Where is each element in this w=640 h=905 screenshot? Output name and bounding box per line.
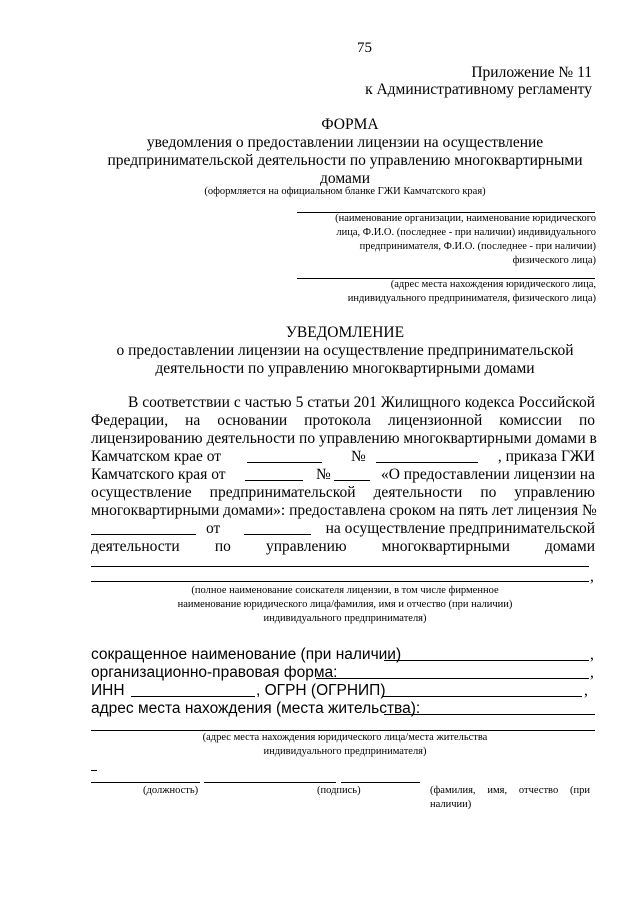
position-caption: (должность): [143, 785, 199, 796]
notice-subtitle-1: о предоставлении лицензии на осуществление предпринимательской: [116, 342, 574, 359]
fio-field[interactable]: [341, 782, 420, 783]
page-number: 75: [357, 40, 372, 56]
body-line-1: В соответствии с частью 5 статьи 201 Жилищного кодекса Российской: [128, 394, 595, 411]
signature-caption: (подпись): [317, 785, 361, 796]
address-field-1[interactable]: [384, 714, 595, 715]
applicant-caption-2: наименование юридического лица/фамилия, имя и отчество (при наличии): [177, 599, 513, 610]
appendix-number: Приложение № 11: [471, 64, 592, 81]
notice-title: УВЕДОМЛЕНИЕ: [285, 324, 405, 341]
address-field-2[interactable]: [91, 730, 595, 731]
form-note: (оформляется на официальном бланке ГЖИ Камчатского края): [204, 186, 486, 197]
position-field[interactable]: [91, 782, 200, 783]
appendix-reference: к Административному регламенту: [365, 81, 592, 98]
applicant-name-line-1[interactable]: [91, 566, 589, 567]
body-line-5-num: №: [316, 466, 331, 483]
address-field-caption-2: индивидуального предпринимателя): [263, 746, 427, 757]
ogrn-comma: ,: [584, 682, 588, 699]
body-line-8-end: на осуществление предпринимательской: [325, 520, 595, 537]
order-number-field[interactable]: [334, 480, 370, 481]
signature-field[interactable]: [204, 782, 336, 783]
applicant-comma: ,: [590, 568, 594, 585]
form-subtitle-2: предпринимательской деятельности по управлению многоквартирными: [107, 152, 583, 169]
order-date-field[interactable]: [245, 480, 303, 481]
legal-form-comma: ,: [590, 664, 594, 681]
address-field-caption-1: (адрес места нахождения юридического лица/места жительства: [202, 732, 488, 743]
short-name-field[interactable]: [384, 660, 589, 661]
fio-caption-2: наличии): [430, 799, 472, 810]
applicant-caption-3: индивидуального предпринимателя): [263, 613, 427, 624]
inn-label: ИНН: [91, 682, 125, 699]
address-caption-2: индивидуального предпринимателя, физического лица): [347, 293, 596, 304]
short-name-label: сокращенное наименование (при наличии): [91, 646, 402, 663]
legal-form-field[interactable]: [316, 678, 589, 679]
addressee-caption-3: предпринимателя, Ф.И.О. (последнее - при наличии): [359, 241, 596, 252]
body-line-2: Федерации, на основании протокола лицензионной комиссии по: [91, 412, 595, 429]
fio-caption-1: (фамилия, имя, отчество (при: [430, 785, 590, 796]
address-caption-1: (адрес места нахождения юридического лица,: [390, 279, 596, 290]
body-line-4-end: , приказа ГЖИ: [497, 448, 595, 465]
notice-subtitle-2: деятельности по управлению многоквартирными домами: [155, 360, 535, 377]
body-line-5-end: «О предоставлении лицензии на: [380, 466, 595, 483]
legal-form-label: организационно-правовая форма:: [91, 664, 338, 681]
body-line-7: многоквартирными домами»: предоставлена сроком на пять лет лицензия №: [91, 502, 597, 519]
protocol-date-field[interactable]: [247, 462, 322, 463]
license-date-field[interactable]: [244, 534, 311, 535]
form-title: ФОРМА: [321, 116, 379, 133]
body-line-4-num: №: [351, 448, 366, 465]
addressee-caption-2: лица, Ф.И.О. (последнее - при наличии) индивидуального: [336, 227, 596, 238]
form-subtitle-3: домами: [319, 170, 371, 187]
short-name-comma: ,: [590, 646, 594, 663]
addressee-caption-4: физического лица): [512, 255, 596, 266]
signature-dash: [91, 770, 97, 771]
address-label: адрес места нахождения (места жительства):: [91, 700, 421, 717]
body-line-5-start: Камчатского края от: [91, 466, 226, 483]
body-line-4-start: Камчатском крае от: [91, 448, 222, 465]
protocol-number-field[interactable]: [376, 462, 478, 463]
applicant-caption-1: (полное наименование соискателя лицензии, в том числе фирменное: [191, 585, 499, 596]
body-line-6: осуществление предпринимательской деятельности по управлению: [91, 484, 595, 501]
ogrn-label: , ОГРН (ОГРНИП): [256, 682, 386, 699]
body-line-3: лицензированию деятельности по управлению многоквартирными домами в: [91, 430, 597, 447]
form-subtitle-1: уведомления о предоставлении лицензии на осуществление: [146, 134, 544, 151]
license-number-field[interactable]: [91, 534, 196, 535]
inn-field[interactable]: [131, 696, 255, 697]
ogrn-field[interactable]: [383, 696, 582, 697]
body-line-8-from: от: [206, 520, 221, 537]
addressee-caption-1: (наименование организации, наименование юридического: [335, 213, 596, 224]
body-line-9: деятельности по управлению многоквартирными домами: [91, 538, 595, 555]
applicant-name-line-2[interactable]: [91, 581, 589, 582]
